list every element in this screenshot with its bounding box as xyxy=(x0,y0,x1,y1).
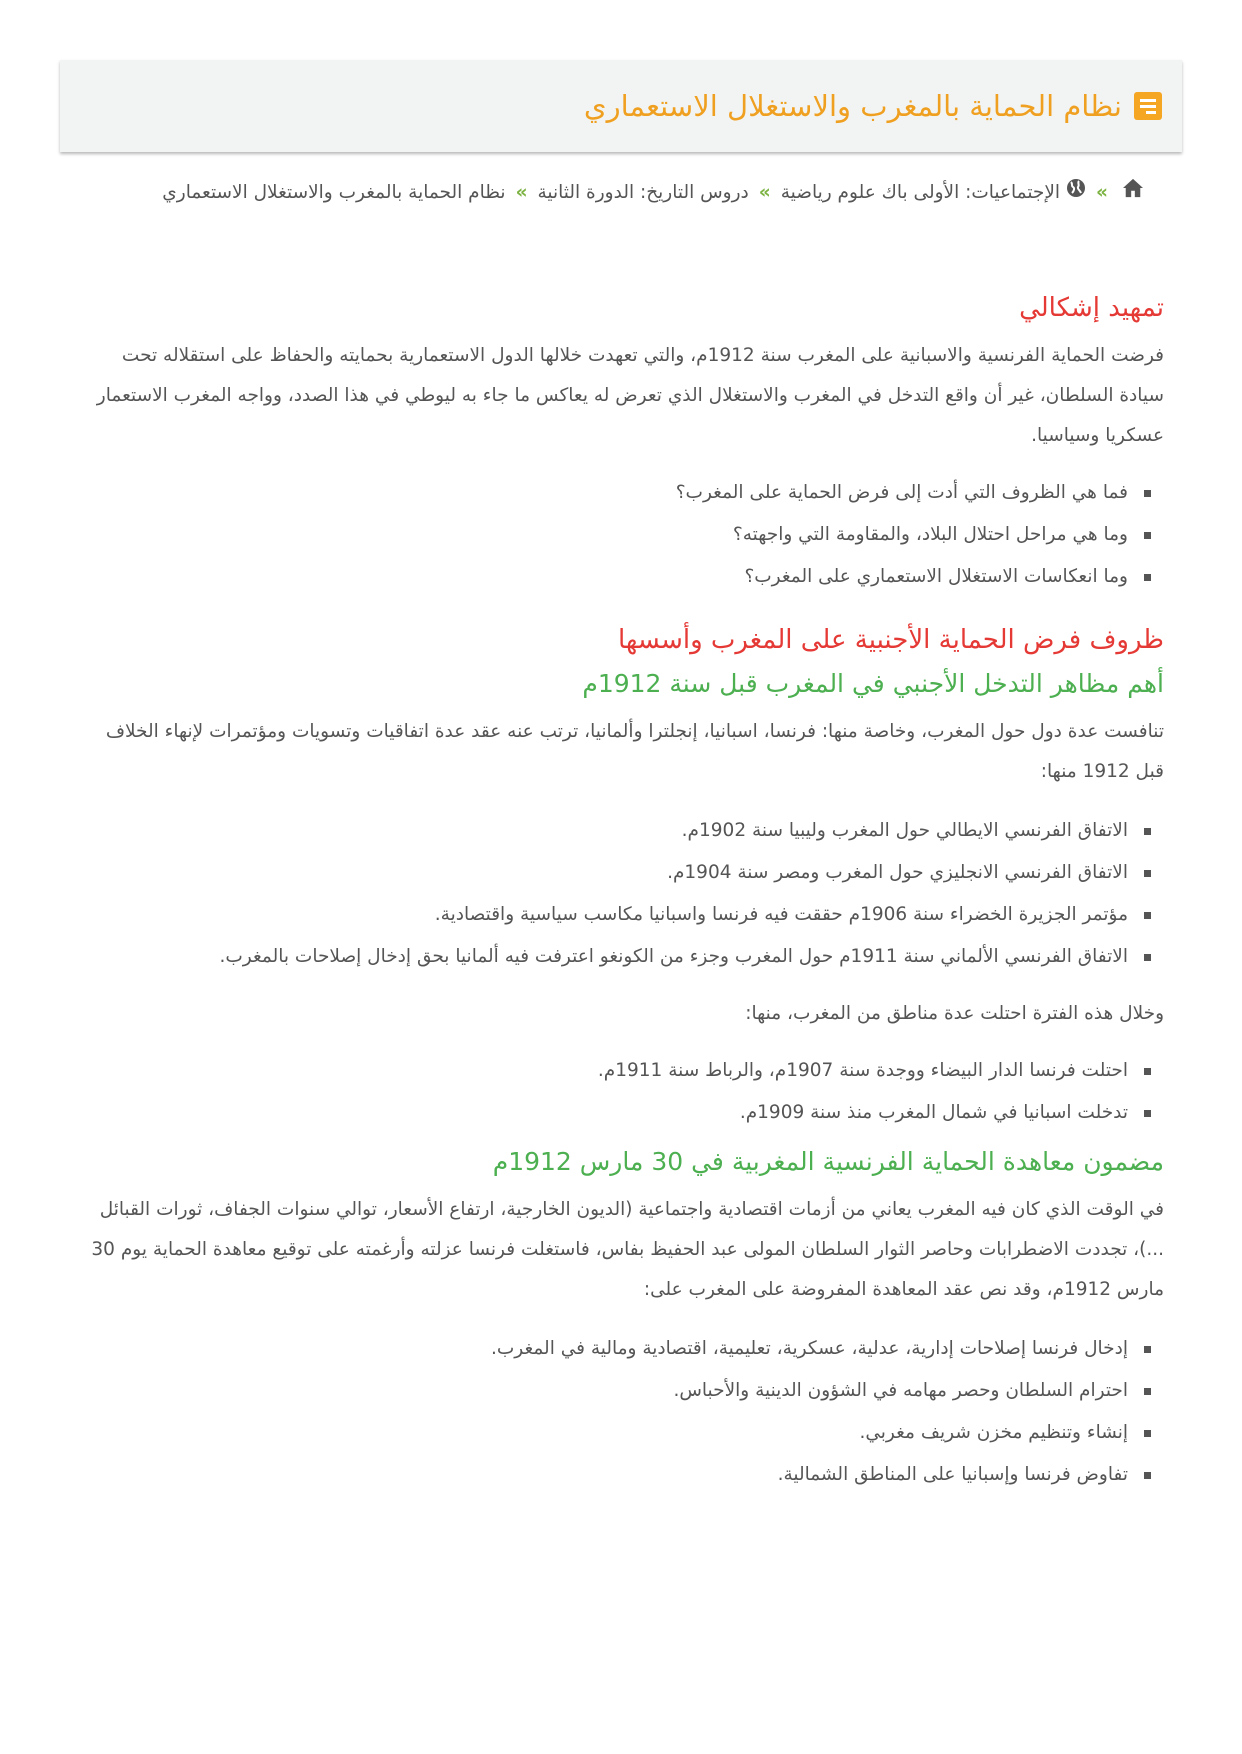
list-item: الاتفاق الفرنسي الايطالي حول المغرب وليبيا سنة 1902م. xyxy=(80,810,1164,852)
breadcrumb-separator: » xyxy=(758,182,771,203)
breadcrumb-item-current: نظام الحماية بالمغرب والاستغلال الاستعماري xyxy=(162,182,506,203)
intro-questions-list xyxy=(80,472,1164,598)
subsection-heading-treaty: مضمون معاهدة الحماية الفرنسية المغربية في 30 مارس 1912م xyxy=(492,1147,1164,1176)
globe-icon xyxy=(1066,174,1086,212)
occupations-list xyxy=(80,1050,1164,1134)
breadcrumb-separator: » xyxy=(1096,182,1108,203)
article-content xyxy=(60,288,1182,1496)
breadcrumb-item-history-lessons[interactable]: دروس التاريخ: الدورة الثانية xyxy=(537,182,749,203)
section-heading-conditions: ظروف فرض الحماية الأجنبية على المغرب وأسسها xyxy=(618,625,1164,655)
breadcrumb-separator: » xyxy=(515,182,528,203)
breadcrumb xyxy=(60,174,1182,212)
list-item: تدخلت اسبانيا في شمال المغرب منذ سنة 1909م. xyxy=(80,1092,1164,1134)
occupation-paragraph: وخلال هذه الفترة احتلت عدة مناطق من المغرب، منها: xyxy=(745,1003,1164,1024)
intro-paragraph: فرضت الحماية الفرنسية والاسبانية على المغرب سنة 1912م، والتي تعهدت خلالها الدول الاستعمارية بحمايته والحفاظ على استقلاله تحت سيادة السلطان، غير أن واقع التدخل في المغرب والاستغلال الذي تعرض له يعاكس ما جاء به ليوطي في هذا الصدد، وواجه المغرب الاستعمار عسكريا وسياسيا. xyxy=(96,345,1164,446)
list-item: الاتفاق الفرنسي الألماني سنة 1911م حول المغرب وجزء من الكونغو اعترفت فيه ألمانيا بحق إدخال إصلاحات بالمغرب. xyxy=(80,936,1164,978)
list-item: فما هي الظروف التي أدت إلى فرض الحماية على المغرب؟ xyxy=(80,472,1164,514)
page-title: نظام الحماية بالمغرب والاستغلال الاستعماري xyxy=(583,89,1122,123)
title-bar xyxy=(60,60,1182,152)
list-item: وما هي مراحل احتلال البلاد، والمقاومة التي واجهته؟ xyxy=(80,514,1164,556)
intervention-paragraph: تنافست عدة دول حول المغرب، وخاصة منها: فرنسا، اسبانيا، إنجلترا وألمانيا، ترتب عنه عقد عدة اتفاقيات وتسويات ومؤتمرات لإنهاء الخلاف قبل 1912 منها: xyxy=(105,721,1164,782)
list-item: الاتفاق الفرنسي الانجليزي حول المغرب ومصر سنة 1904م. xyxy=(80,852,1164,894)
treaty-paragraph: في الوقت الذي كان فيه المغرب يعاني من أزمات اقتصادية واجتماعية (الديون الخارجية، ارتفاع الأسعار، توالي سنوات الجفاف، ثورات القبائل ...)، تجددت الاضطرابات وحاصر الثوار السلطان المولى عبد الحفيظ بفاس، فاستغلت فرنسا عزلته وأرغمته على توقيع معاهدة الحماية يوم 30 مارس 1912م، وقد نص عقد المعاهدة المفروضة على المغرب على: xyxy=(91,1199,1164,1300)
document-icon xyxy=(1134,92,1162,120)
list-item: وما انعكاسات الاستغلال الاستعماري على المغرب؟ xyxy=(80,556,1164,598)
home-icon[interactable] xyxy=(1122,174,1144,212)
subsection-heading-foreign-intervention: أهم مظاهر التدخل الأجنبي في المغرب قبل سنة 1912م xyxy=(582,669,1164,698)
list-item: احتلت فرنسا الدار البيضاء ووجدة سنة 1907م، والرباط سنة 1911م. xyxy=(80,1050,1164,1092)
agreements-list xyxy=(80,810,1164,978)
treaty-terms-list xyxy=(80,1328,1164,1496)
breadcrumb-item-social-studies[interactable]: الإجتماعيات: الأولى باك علوم رياضية xyxy=(780,182,1061,203)
page-container xyxy=(60,60,1182,1496)
list-item: تفاوض فرنسا وإسبانيا على المناطق الشمالية. xyxy=(80,1454,1164,1496)
list-item: إنشاء وتنظيم مخزن شريف مغربي. xyxy=(80,1412,1164,1454)
list-item: إدخال فرنسا إصلاحات إدارية، عدلية، عسكرية، تعليمية، اقتصادية ومالية في المغرب. xyxy=(80,1328,1164,1370)
list-item: مؤتمر الجزيرة الخضراء سنة 1906م حققت فيه فرنسا واسبانيا مكاسب سياسية واقتصادية. xyxy=(80,894,1164,936)
section-heading-intro: تمهيد إشكالي xyxy=(1019,293,1164,323)
list-item: احترام السلطان وحصر مهامه في الشؤون الدينية والأحباس. xyxy=(80,1370,1164,1412)
